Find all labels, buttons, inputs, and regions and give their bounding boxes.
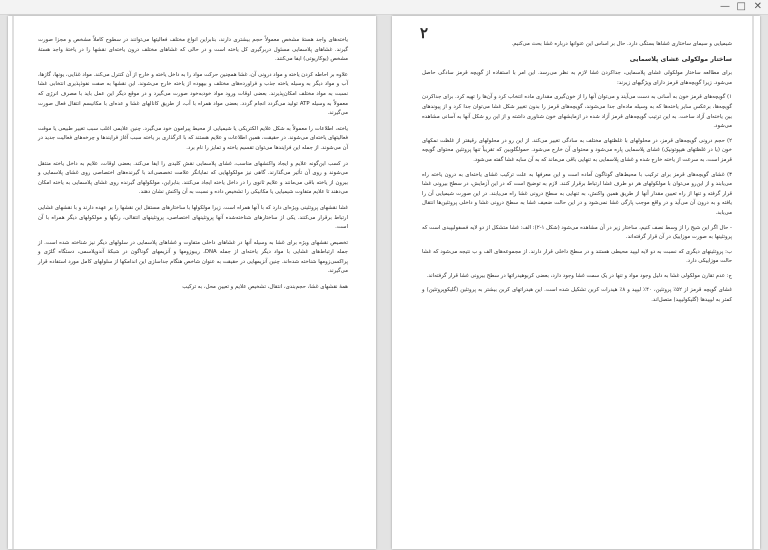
- right-paragraph-4: ۱) گویچه‌های قرمز خون به آسانی به دست می‌آیند و می‌توان آنها را از خون‌گیری مقداری ماده انتخاب کرد و آن‌ها را تهیه کرد. برای جداکردن گویچه‌ها، برعکس سایر یاخته‌ها که به وسیله ماده‌ای جدا می‌شوند، گویچه‌های قرمز را بدون تغییر شکل غشا می‌توان جدا کرد و از پیوندهای بین یاخته‌ای آزاد ساخت. به این ترتیب گویچه‌های قرمز آزاد شده در ازمایشهای خون شناوری داشته و از این رو شکل آنها به آسانی مشاهده می‌شود.: [422, 94, 732, 130]
- right-paragraph-7: - حال اگر این شیح را از وسط نصف کنیم، ساختار زیر در آن مشاهده می‌شود (شکل ۱-۲): الف: غشا متشکل از دو لایه فسفولیپیدی است که پروتئینها به صورت موزاییک در آن قرار گرفته‌اند.: [422, 224, 732, 241]
- left-paragraph-2: علاوه بر احاطه کردن یاخته و مواد درونی آن، غشا همچنین حرکت مواد را به داخل یاخته و خارج از آن کنترل می‌کند. مواد غذایی، یونها، گازها، آب و مواد دیگر به وسیله یاخته جذب و فراورده‌های مختلف و بیهوده از یاخته خارج می‌شوند. این نقشها به صفت نفوذپذیری انتخابی غشا نسبت به مواد مختلف امکان‌پذیرند. بعضی اوقات ورود مواد خودبه‌خود صورت می‌گیرد و در موقع دیگر این عمل باید با مصرف انرژی که معمولاً به وسیله ATP تولید می‌گردد انجام گردد. بعضی مواد همراه با آب، از طریق کانالهای غشا و عده‌ای با مکانیسم انتقال فعال صورت می‌گیرند.: [38, 71, 348, 117]
- right-paragraph-9: ج: عدم تقارن مولکولی غشا به دلیل وجود مواد و تنها در یک سمت غشا وجود دارد، بعضی کربوهیدراتها در سطح بیرونی غشا قرار گرفته‌اند.: [426, 272, 732, 279]
- maximize-icon[interactable]: □: [736, 1, 746, 12]
- right-paragraph-6: ۳) غشای گویچه‌های قرمز برای ترکیب با محیط‌های گوناگون آماده است و این معرفها به علت ترکیب غشای یاخته‌ای به درون یاخته راه می‌یابند و از این‌رو می‌توان با مولکولهای هر دو طرف غشا ارتباط برقرار کنند. لازم به توضیح است که در این آزمایش، در سطح بیرونی غشا قرار گرفته و تنها از راه تعیین مقدار آنها از طریق همین واکنش، به تنهایی به سطح درونی غشا راه می‌یابند. در این صورت شیمیایی آن را یافته و به درون آن می‌آید و در واقع موجب پارگی غشا نمی‌شود و در این حالت ضعیف غشا به سطح درونی غشا و داخلی پروتئین‌ها انتقال می‌یابد.: [422, 171, 732, 216]
- right-paragraph-8: ب: پروتئینهای دیگری که نسبت به دو لایه لیپید محیطی هستند و در سطح داخلی قرار دارند. از مجموعه‌های الف و ب نتیجه می‌شود که غشا حالت موزاییکی دارد.: [422, 248, 732, 265]
- close-icon[interactable]: ✕: [753, 1, 762, 12]
- page-right: [392, 16, 760, 549]
- right-paragraph-10: غشای گویچه قرمز از ۵۲٪ پروتئین، ۴۰٪ لیپید و ۸٪ هیدرات کربن تشکیل شده است. این هیدراتهای کربن بیشتر به پروتئین (گلیکوپروتئین) و کمتر به لیپیدها (گلیکولیپید) متصل‌اند.: [422, 287, 732, 304]
- scan-edge-right: [752, 16, 754, 549]
- right-paragraph-1: شیمیایی و سیمای ساختاری غشاها بستگی دارد. حال بر اساس این عنوانها درباره غشا بحث می‌کنیم.: [511, 41, 732, 47]
- left-paragraph-1: یاخته‌های واجد هستهٔ مشخص معمولاً حجم بیشتری دارند، بنابراین انواع مختلف فعالیتها می‌توانند در سطوح کاملاً مشخص و مجزا صورت گیرند. غشاهای پلاسمایی مسئول دربرگیری کل یاخته است و در حالی که غشاهای مختلف درون یاخته‌ای نقشها را در یاختهٔ واجد هستهٔ مشخص (یوکاریوتی) ایفا می‌کنند.: [38, 37, 348, 63]
- page-left-text: [38, 36, 348, 293]
- scan-edge-left: [12, 16, 14, 549]
- minimize-icon[interactable]: —: [720, 1, 730, 12]
- page-right-text: [422, 40, 732, 306]
- right-paragraph-3: برای مطالعه ساختار مولکولی غشای پلاسمایی، جداکردن غشا لازم به نظر می‌رسد. این امر با استفاده از گویچه قرمز سادگی حاصل می‌شود. زیرا گویچه‌های قرمز دارای ویژگیهای زیرند:: [422, 70, 732, 86]
- left-paragraph-4: در کسب این‌گونه علایم و ایجاد واکنشهای مناسب، غشای پلاسمایی نقش کلیدی را ایفا می‌کند. بعضی اوقات، علایم به داخل یاخته منتقل می‌شوند و روی آن تأثیر می‌گذارند. گاهی نیز مولکولهایی که نمایانگر علامت تخصصی‌اند با گیرنده‌های اختصاصی روی غشای پلاسمایی و بیرون از یاخته باقی می‌مانند و علایم ثانوی را در داخل یاخته ایجاد می‌کنند. بنابراین، مولکولهای گیرنده روی غشای پلاسمایی به یاخته امکان می‌دهند تا علایم متفاوت شیمیایی یا مکانیکی را تشخیص داده و نسبت به آن واکنش نشان دهند.: [38, 160, 348, 196]
- left-paragraph-6: تخصیص نقشهای ویژه برای غشا به وسیله آنها در غشاهای داخلی متفاوت و غشاهای پلاسمایی در سلولهای دیگر نیز شناخته شده است. از جمله ارتباط‌های غشایی با مواد دیگر یاخته‌ای از جمله DNA، ریبوزومها و آنزیمهای گوناگون در شبکهٔ آندوپلاسمی، دستگاه گلژی و پراکسی‌زومها شناخته شده‌اند. چنین آنزیمهایی در حقیقت به عنوان شاخص هنگام جداسازی این اندامکها از سلولهای کامل مورد استفاده قرار می‌گیرند.: [38, 239, 348, 275]
- left-paragraph-5: غشا نقشهای پروتئینی ویژه‌ای دارد که با آنها همراه است. زیرا مولکولها با ساختارهای مستقل این نقشها را بر عهده دارند و با نقشهای غشایی ارتباط برقرار می‌کنند. یکی از ساختارهای شناخته‌شده آنها پروتئینهای اختصاصی، پروتئینهای انتقالی، رنگها و مولکولهای دیگر همراه با آن است.: [38, 204, 348, 231]
- left-paragraph-3: یاخته، اطلاعات را معمولاً به شکل علایم الکتریکی یا شیمیایی از محیط پیرامون خود می‌گیرد. چنین علایمی اغلب سبب تغییر طبیعی یا موقت فعالیتهای یاخته‌ای می‌شوند. در حقیقت، همین اطلاعات و علایم هستند که با اثرگذاری بر یاخته سبب آغاز فرایندها و چرخه‌های فعالیت جدید در آن می‌شوند. از جمله این فرایندها می‌توان تقسیم یاخته و تمایز را نام برد.: [38, 125, 348, 151]
- window-titlebar: [0, 0, 768, 15]
- right-paragraph-5: ۲) حجم درونی گویچه‌های قرمز، در محلولهای با غلظتهای مختلف به سادگی تغییر می‌کند. از این رو در محلولهای رقیقتر از غلظت نمکهای خون (یا در غلظتهای هیپوتونیک) غشای پلاسمایی پاره می‌شود و محتوای آن خارج می‌شود. حمولگلوبین که تقریباً تنها پروتئین محتوای گویچه قرمز است، به سرعت از یاخته خارج شده و غشای پلاسمایی به تنهایی باقی می‌ماند که به آن سایه غشا گفته می‌شود.: [422, 137, 732, 163]
- section-heading: ساختار مولکولی غشای پلاسمایی: [629, 55, 732, 63]
- document-viewer[interactable]: [0, 15, 768, 550]
- left-paragraph-7: همهٔ نقشهای غشا، حجم‌بندی، انتقال، تشخیص علایم و تعیین محل، به ترکیب: [182, 284, 348, 291]
- page-left: [8, 16, 376, 549]
- page-number: ۲: [420, 24, 429, 42]
